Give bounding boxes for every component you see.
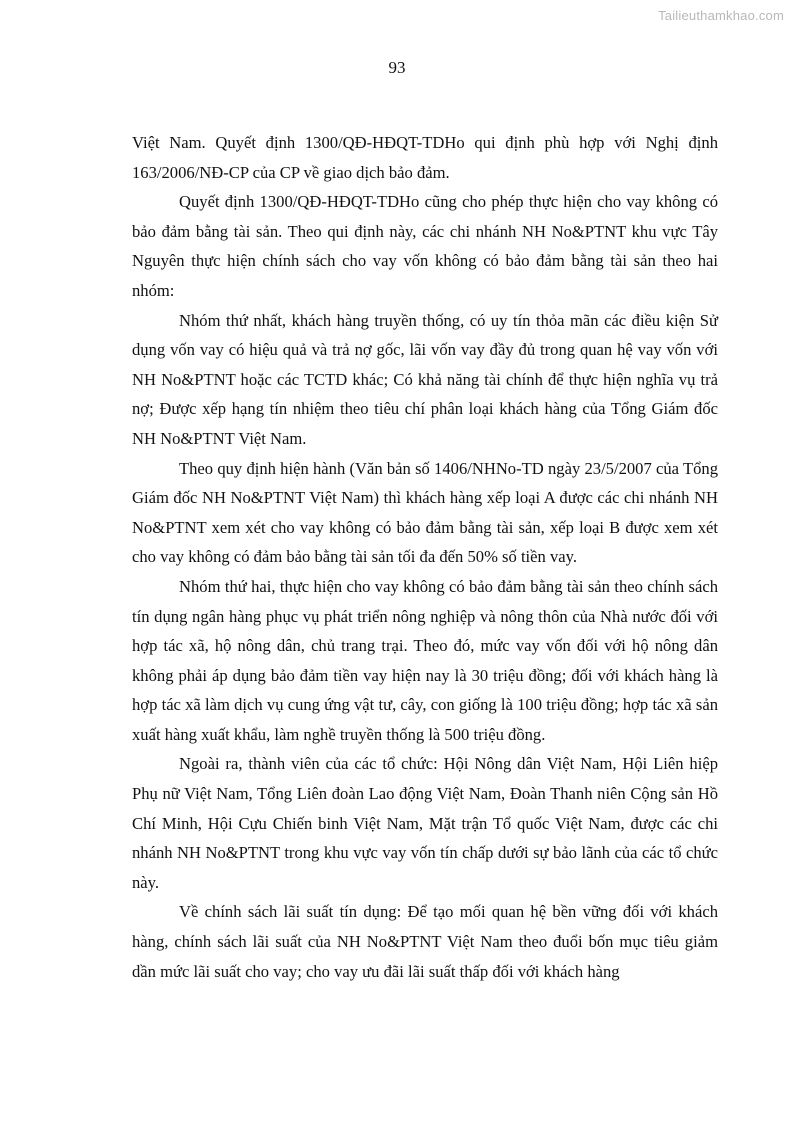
page-number: 93 xyxy=(388,58,406,77)
watermark-text: Tailieuthamkhao.com xyxy=(658,8,784,23)
paragraph: Ngoài ra, thành viên của các tổ chức: Hội Nông dân Việt Nam, Hội Liên hiệp Phụ nữ Việt Nam, Tổng Liên đoàn Lao động Việt Nam, Đoàn Thanh niên Cộng sản Hồ Chí Minh, Hội Cựu Chiến binh Việt Nam, Mặt trận Tổ quốc Việt Nam, được các chi nhánh NH No&PTNT trong khu vực vay vốn tín chấp dưới sự bảo lãnh của các tổ chức này. xyxy=(132,754,718,892)
paragraph: Về chính sách lãi suất tín dụng: Để tạo mối quan hệ bền vững đối với khách hàng, chính sách lãi suất của NH No&PTNT Việt Nam theo đuổi bốn mục tiêu giảm dần mức lãi suất cho vay; cho vay ưu đãi lãi suất thấp đối với khách hàng xyxy=(132,902,718,981)
paragraph: Theo quy định hiện hành (Văn bản số 1406/NHNo-TD ngày 23/5/2007 của Tổng Giám đốc NH No&PTNT Việt Nam) thì khách hàng xếp loại A được các chi nhánh NH No&PTNT xem xét cho vay không có bảo đảm bằng tài sản, xếp loại B được xem xét cho vay không có đảm bảo bằng tài sản tối đa đến 50% số tiền vay. xyxy=(132,458,718,567)
paragraph-continuation: Việt Nam. Quyết định 1300/QĐ-HĐQT-TDHo qui định phù hợp với Nghị định 163/2006/NĐ-CP của CP về giao dịch bảo đảm. xyxy=(132,133,718,182)
document-body xyxy=(132,128,718,986)
paragraph: Nhóm thứ nhất, khách hàng truyền thống, có uy tín thỏa mãn các điều kiện Sử dụng vốn vay có hiệu quả và trả nợ gốc, lãi vốn vay đầy đủ trong quan hệ vay vốn với NH No&PTNT hoặc các TCTD khác; Có khả năng tài chính để thực hiện nghĩa vụ trả nợ; Được xếp hạng tín nhiệm theo tiêu chí phân loại khách hàng của Tổng Giám đốc NH No&PTNT Việt Nam. xyxy=(132,310,718,448)
paragraph: Quyết định 1300/QĐ-HĐQT-TDHo cũng cho phép thực hiện cho vay không có bảo đảm bằng tài sản. Theo qui định này, các chi nhánh NH No&PTNT khu vực Tây Nguyên thực hiện chính sách cho vay vốn không có bảo đảm bằng tài sản theo hai nhóm: xyxy=(132,192,718,300)
paragraph: Nhóm thứ hai, thực hiện cho vay không có bảo đảm bằng tài sản theo chính sách tín dụng ngân hàng phục vụ phát triển nông nghiệp và nông thôn của Nhà nước đối với hợp tác xã, hộ nông dân, chủ trang trại. Theo đó, mức vay vốn đối với hộ nông dân không phải áp dụng bảo đảm tiền vay hiện nay là 30 triệu đồng; đối với khách hàng là hợp tác xã làm dịch vụ cung ứng vật tư, cây, con giống là 100 triệu đồng; hợp tác xã sản xuất hàng xuất khẩu, làm nghề truyền thống là 500 triệu đồng. xyxy=(132,576,718,744)
